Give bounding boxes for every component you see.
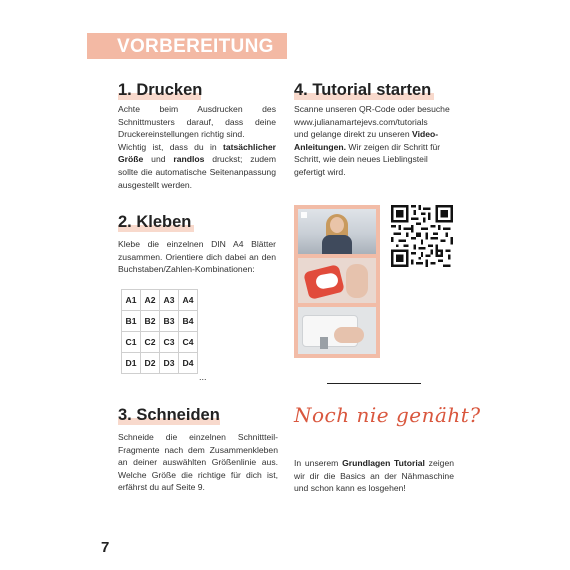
tutorial-photo-machine	[298, 307, 376, 354]
heading-schneiden: 3. Schneiden	[118, 406, 220, 424]
text-schneiden: Schneide die einzelnen Schnittteil-Fragmente nach dem Zusammenkleben an deiner auswählten Größenlinie aus. Welche Größe die richtige für dich ist, erfährst du auf Seite 9.	[118, 432, 278, 493]
grid-cell: D2	[141, 353, 160, 374]
grid-cell: A4	[179, 290, 198, 311]
table-row	[122, 290, 198, 311]
drucken-p2-text-end: druckst; zudem sollte die automatische Seitenanpassung ausgestellt werden.	[118, 154, 276, 190]
drucken-paragraph-1: Achte beim Ausdrucken des Schnittmusters darauf, dass deine Druckereinstellungen richtig sind.	[118, 104, 276, 140]
script-title: Noch nie genäht?	[294, 403, 481, 427]
photo-hand	[346, 264, 368, 298]
logo-icon	[301, 212, 307, 218]
basics-bold: Grundlagen Tutorial	[342, 458, 425, 468]
table-row	[122, 332, 198, 353]
photo-presser-foot	[320, 337, 328, 349]
grid-cell: B3	[160, 311, 179, 332]
grid-ellipsis: ...	[199, 372, 207, 382]
grid-cell: C1	[122, 332, 141, 353]
tutorial-photo-strip	[294, 205, 380, 358]
tutorial-text-end: Wir zeigen dir Schritt für Schritt, wie dein neues Lieblingsteil gefertigt wird.	[294, 141, 441, 177]
photo-hand	[334, 327, 364, 343]
text-kleben: Klebe die einzelnen DIN A4 Blätter zusammen. Orientiere dich dabei an den Buchstaben/Zahlen-Kombinationen:	[118, 239, 276, 275]
tutorial-url-link[interactable]: www.julianamartejevs.com/tutorials	[294, 116, 428, 127]
page-number: 7	[101, 539, 110, 556]
grid-cell: D4	[179, 353, 198, 374]
heading-drucken: 1. Drucken	[118, 81, 203, 99]
divider	[327, 383, 421, 384]
section-banner	[87, 33, 287, 59]
photo-figure-face	[330, 217, 344, 233]
drucken-p2-bold-2: randlos	[173, 154, 205, 165]
grid-cell: C3	[160, 332, 179, 353]
banner-title: VORBEREITUNG	[117, 36, 274, 57]
grid-cell: C4	[179, 332, 198, 353]
tutorial-photo-fabric	[298, 258, 376, 303]
page-grid-table	[121, 289, 198, 374]
grid-cell: A2	[141, 290, 160, 311]
qr-code-icon[interactable]	[391, 205, 453, 267]
grid-cell: D3	[160, 353, 179, 374]
tutorial-line-3	[294, 128, 460, 178]
text-drucken	[118, 103, 276, 191]
table-row	[122, 353, 198, 374]
photo-figure-body	[322, 235, 352, 254]
heading-kleben: 2. Kleben	[118, 213, 192, 231]
grid-cell: C2	[141, 332, 160, 353]
drucken-p2-bold-1: tatsächlicher Größe	[118, 141, 276, 165]
grid-cell: B4	[179, 311, 198, 332]
tutorial-bold: Video-Anleitungen.	[294, 129, 439, 152]
grid-cell: A3	[160, 290, 179, 311]
grid-cell: B1	[122, 311, 141, 332]
grid-cell: A1	[122, 290, 141, 311]
tutorial-photo-host	[298, 209, 376, 254]
text-tutorial	[294, 103, 460, 179]
drucken-p2-text: Wichtig ist, dass du in	[118, 141, 223, 152]
basics-text-end: zeigen wir dir die Basics an der Nähmaschine und schon kann es losgehen!	[294, 458, 455, 494]
grid-cell: B2	[141, 311, 160, 332]
heading-tutorial: 4. Tutorial starten	[294, 81, 432, 99]
table-row	[122, 311, 198, 332]
text-basics	[294, 457, 454, 495]
basics-text: In unserem	[294, 458, 343, 468]
tutorial-line-1: Scanne unseren QR-Code oder besuche	[294, 104, 450, 114]
tutorial-text: und gelange direkt zu unseren	[294, 129, 413, 140]
drucken-p2-text-mid: und	[143, 154, 174, 165]
grid-cell: D1	[122, 353, 141, 374]
drucken-paragraph-2	[118, 141, 276, 191]
